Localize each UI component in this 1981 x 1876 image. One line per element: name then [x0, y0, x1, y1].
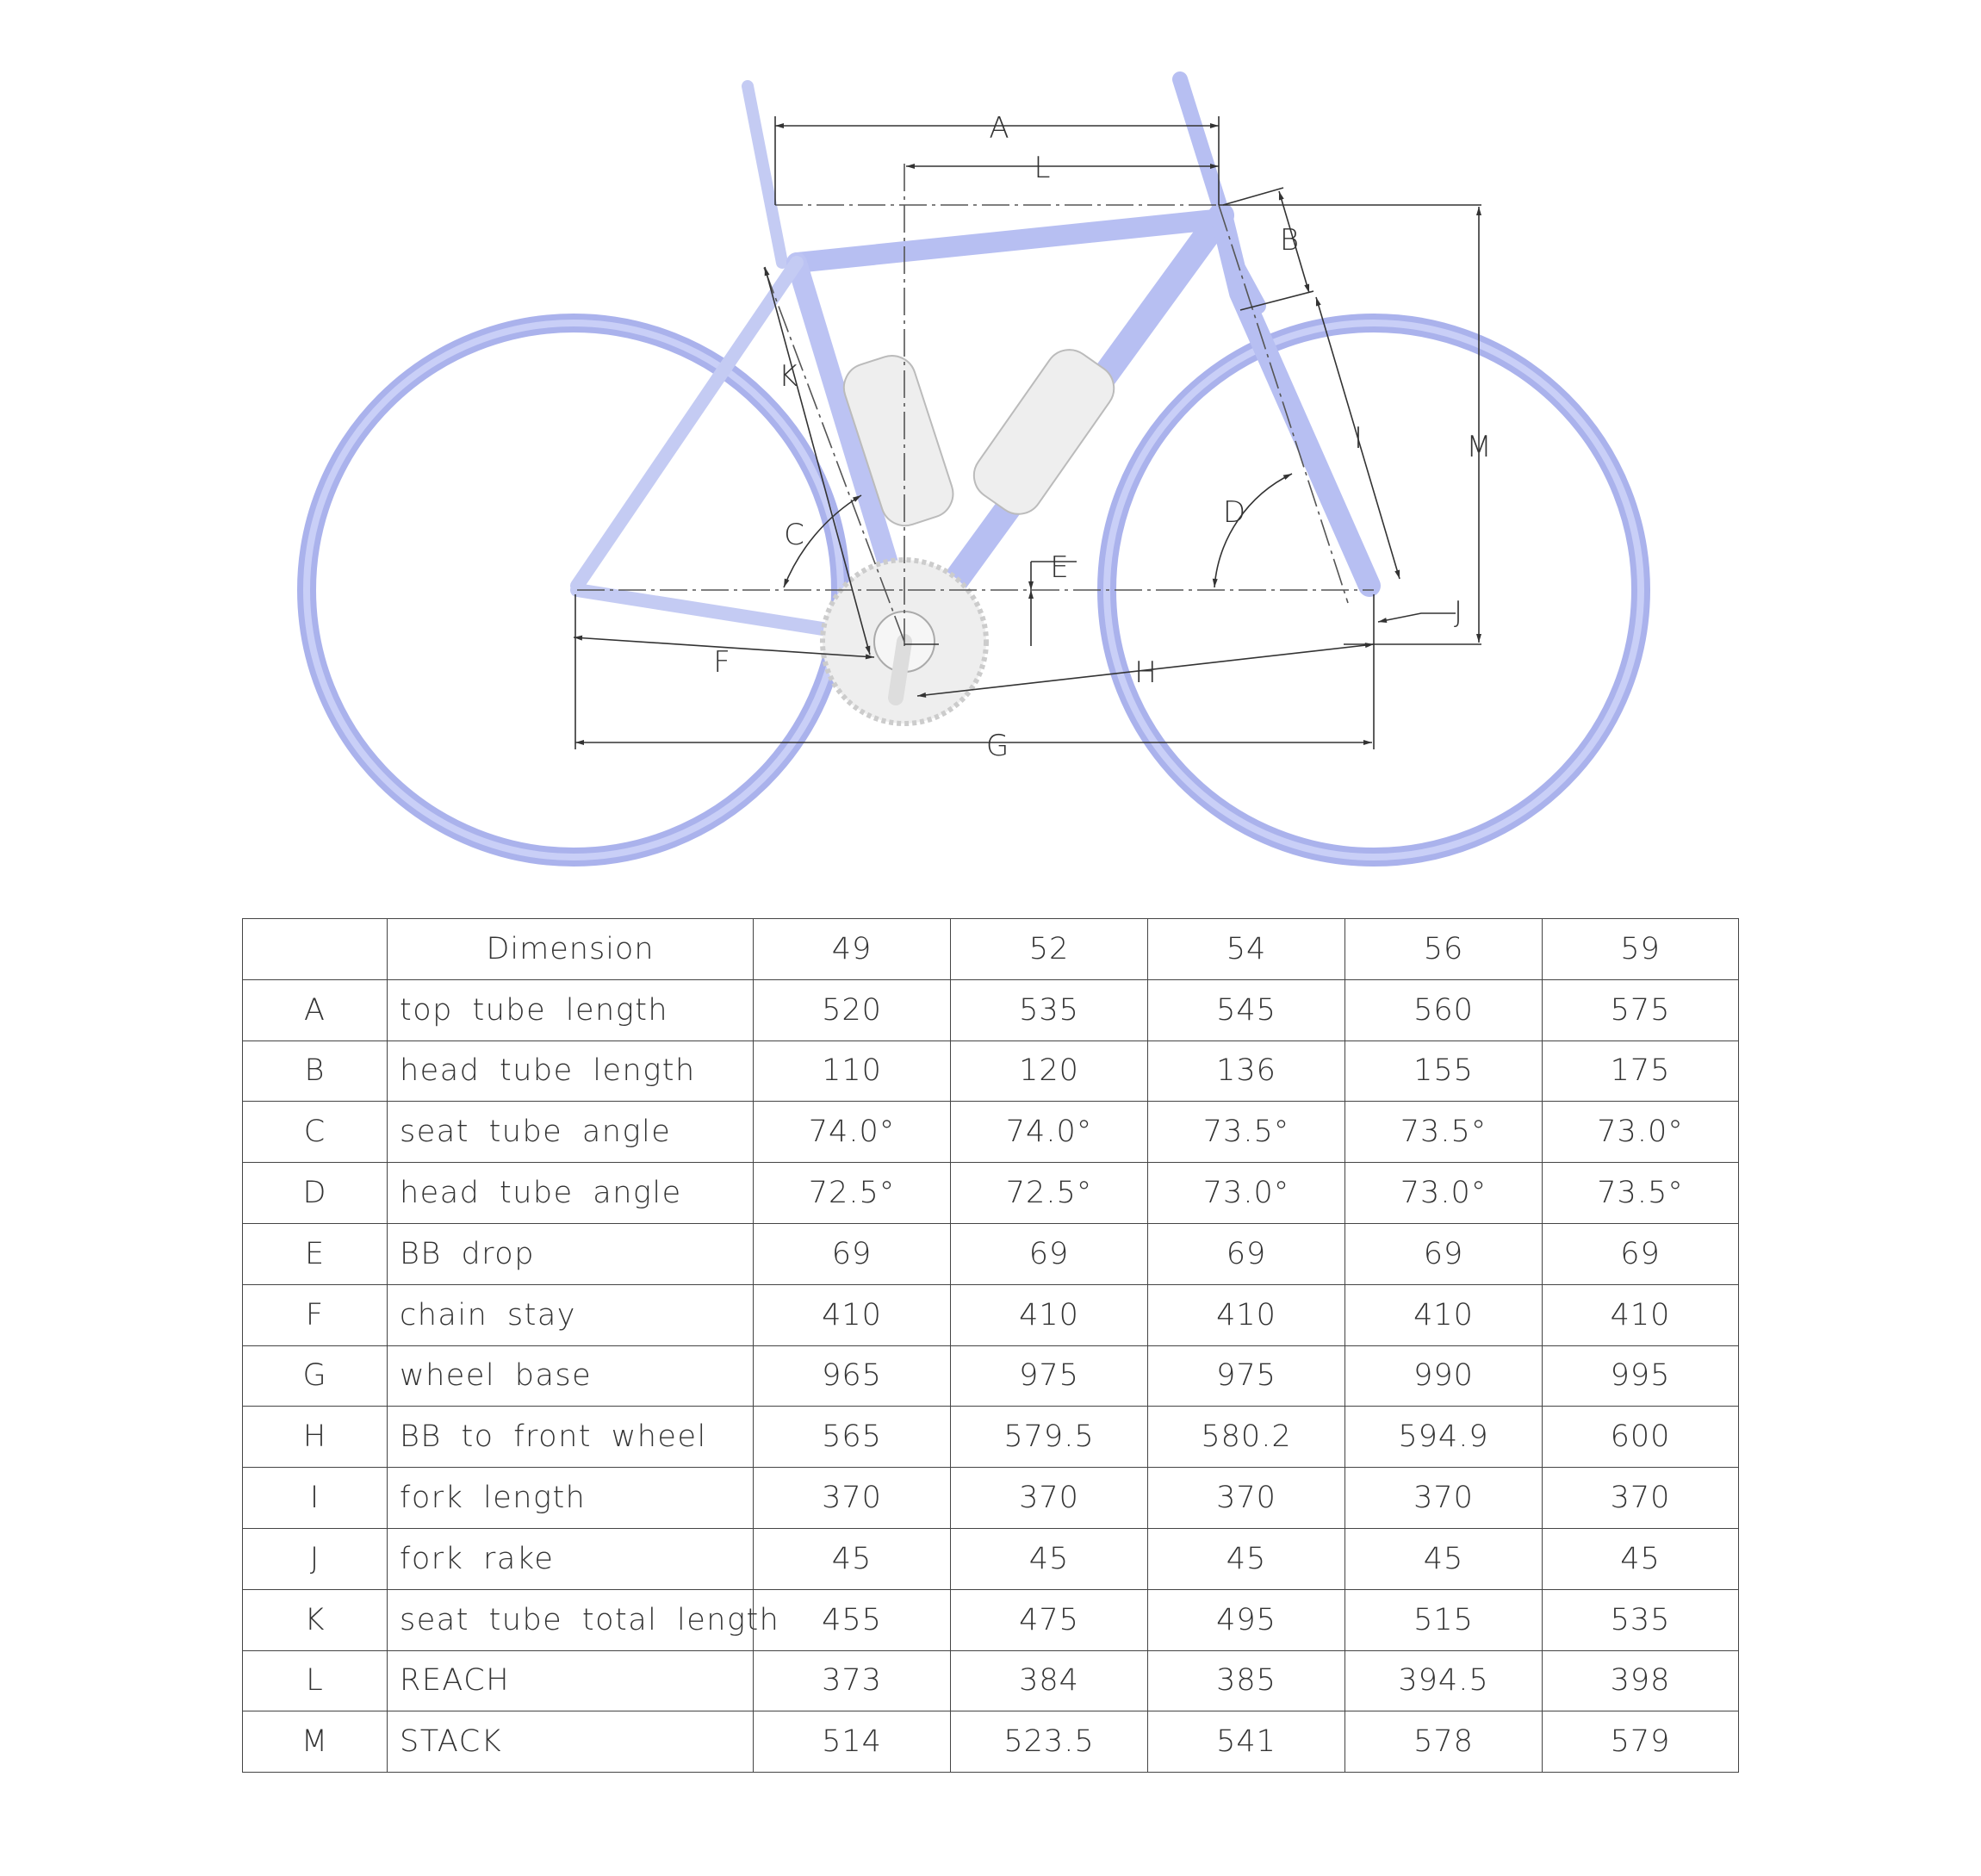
dimension-name-cell: seat tube angle [388, 1102, 754, 1163]
column-header-size-54: 54 [1148, 919, 1345, 980]
value-cell: 535 [951, 979, 1148, 1040]
value-cell: 69 [1345, 1223, 1543, 1284]
table-row [243, 1163, 1739, 1224]
table-row [243, 1040, 1739, 1102]
dimension-label-j: J [1453, 595, 1463, 630]
value-cell: 975 [1148, 1345, 1345, 1407]
value-cell: 72.5° [951, 1163, 1148, 1224]
row-label-cell: I [243, 1468, 388, 1529]
table-row [243, 1711, 1739, 1773]
value-cell: 155 [1345, 1040, 1543, 1102]
value-cell: 535 [1543, 1589, 1739, 1650]
dimension-name-cell: fork length [388, 1468, 754, 1529]
value-cell: 990 [1345, 1345, 1543, 1407]
value-cell: 594.9 [1345, 1407, 1543, 1468]
value-cell: 410 [1543, 1284, 1739, 1345]
value-cell: 45 [1148, 1528, 1345, 1589]
dimension-label-d: D [1222, 495, 1246, 530]
value-cell: 175 [1543, 1040, 1739, 1102]
dimension-label-b: B [1279, 223, 1300, 258]
dimension-label-k: K [778, 359, 798, 394]
value-cell: 523.5 [951, 1711, 1148, 1773]
dimension-label-l: L [1034, 151, 1051, 185]
value-cell: 410 [1345, 1284, 1543, 1345]
value-cell: 384 [951, 1650, 1148, 1711]
value-cell: 73.0° [1543, 1102, 1739, 1163]
row-label-cell: J [243, 1528, 388, 1589]
value-cell: 370 [1345, 1468, 1543, 1529]
water-bottle [965, 340, 1123, 524]
value-cell: 72.5° [754, 1163, 951, 1224]
value-cell: 370 [754, 1468, 951, 1529]
dimension-name-cell: head tube length [388, 1040, 754, 1102]
row-label-cell: H [243, 1407, 388, 1468]
row-label-cell: B [243, 1040, 388, 1102]
column-header-size-49: 49 [754, 919, 951, 980]
value-cell: 975 [951, 1345, 1148, 1407]
dimension-name-cell: BB to front wheel [388, 1407, 754, 1468]
dimension-name-cell: wheel base [388, 1345, 754, 1407]
value-cell: 74.0° [951, 1102, 1148, 1163]
bike-geometry-diagram [0, 0, 1981, 896]
value-cell: 580.2 [1148, 1407, 1345, 1468]
column-header-size-59: 59 [1543, 919, 1739, 980]
table-row [243, 1407, 1739, 1468]
dimension-name-cell: top tube length [388, 979, 754, 1040]
value-cell: 370 [951, 1468, 1148, 1529]
column-header-size-56: 56 [1345, 919, 1543, 980]
value-cell: 520 [754, 979, 951, 1040]
row-label-cell: L [243, 1650, 388, 1711]
dimension-label-e: E [1050, 550, 1069, 585]
value-cell: 410 [1148, 1284, 1345, 1345]
value-cell: 495 [1148, 1589, 1345, 1650]
row-label-cell: M [243, 1711, 388, 1773]
value-cell: 410 [951, 1284, 1148, 1345]
dimension-name-cell: seat tube total length [388, 1589, 754, 1650]
value-cell: 578 [1345, 1711, 1543, 1773]
table-row [243, 1284, 1739, 1345]
table-row [243, 1650, 1739, 1711]
dimension-label-m: M [1466, 430, 1492, 464]
value-cell: 579 [1543, 1711, 1739, 1773]
column-header-size-52: 52 [951, 919, 1148, 980]
value-cell: 45 [754, 1528, 951, 1589]
dimension-label-g: G [985, 729, 1009, 763]
value-cell: 995 [1543, 1345, 1739, 1407]
value-cell: 45 [951, 1528, 1148, 1589]
value-cell: 600 [1543, 1407, 1739, 1468]
table-row [243, 1468, 1739, 1529]
table-row [243, 1528, 1739, 1589]
table-row [243, 1589, 1739, 1650]
value-cell: 69 [1148, 1223, 1345, 1284]
value-cell: 575 [1543, 979, 1739, 1040]
value-cell: 370 [1543, 1468, 1739, 1529]
dimension-name-cell: BB drop [388, 1223, 754, 1284]
value-cell: 515 [1345, 1589, 1543, 1650]
dimension-name-cell: chain stay [388, 1284, 754, 1345]
table-row [243, 1102, 1739, 1163]
table-header-row [243, 919, 1739, 980]
value-cell: 73.5° [1543, 1163, 1739, 1224]
dimension-name-cell: REACH [388, 1650, 754, 1711]
value-cell: 136 [1148, 1040, 1345, 1102]
table-row [243, 979, 1739, 1040]
row-label-cell: K [243, 1589, 388, 1650]
value-cell: 45 [1345, 1528, 1543, 1589]
dimension-label-i: I [1353, 421, 1363, 456]
dimension-label-c: C [784, 518, 804, 552]
row-label-cell: C [243, 1102, 388, 1163]
value-cell: 541 [1148, 1711, 1345, 1773]
value-cell: 74.0° [754, 1102, 951, 1163]
value-cell: 370 [1148, 1468, 1345, 1529]
value-cell: 545 [1148, 979, 1345, 1040]
value-cell: 965 [754, 1345, 951, 1407]
dimension-label-f: F [713, 645, 730, 680]
value-cell: 514 [754, 1711, 951, 1773]
dimension-name-cell: fork rake [388, 1528, 754, 1589]
geometry-table [242, 918, 1739, 1773]
value-cell: 455 [754, 1589, 951, 1650]
value-cell: 45 [1543, 1528, 1739, 1589]
value-cell: 120 [951, 1040, 1148, 1102]
value-cell: 110 [754, 1040, 951, 1102]
row-label-cell: E [243, 1223, 388, 1284]
value-cell: 73.5° [1148, 1102, 1345, 1163]
value-cell: 385 [1148, 1650, 1345, 1711]
table-row [243, 1345, 1739, 1407]
value-cell: 410 [754, 1284, 951, 1345]
value-cell: 69 [1543, 1223, 1739, 1284]
row-label-cell: F [243, 1284, 388, 1345]
value-cell: 565 [754, 1407, 951, 1468]
value-cell: 560 [1345, 979, 1543, 1040]
dimension-name-cell: STACK [388, 1711, 754, 1773]
value-cell: 73.0° [1345, 1163, 1543, 1224]
value-cell: 579.5 [951, 1407, 1148, 1468]
value-cell: 373 [754, 1650, 951, 1711]
row-label-cell: A [243, 979, 388, 1040]
dimension-label-h: H [1134, 655, 1157, 690]
value-cell: 475 [951, 1589, 1148, 1650]
row-label-cell: D [243, 1163, 388, 1224]
table-row [243, 1223, 1739, 1284]
row-label-cell: G [243, 1345, 388, 1407]
column-header-label [243, 919, 388, 980]
value-cell: 69 [951, 1223, 1148, 1284]
value-cell: 398 [1543, 1650, 1739, 1711]
value-cell: 73.5° [1345, 1102, 1543, 1163]
dimension-label-a: A [989, 111, 1009, 146]
value-cell: 73.0° [1148, 1163, 1345, 1224]
dimension-name-cell: head tube angle [388, 1163, 754, 1224]
value-cell: 69 [754, 1223, 951, 1284]
value-cell: 394.5 [1345, 1650, 1543, 1711]
column-header-dimension: Dimension [388, 919, 754, 980]
